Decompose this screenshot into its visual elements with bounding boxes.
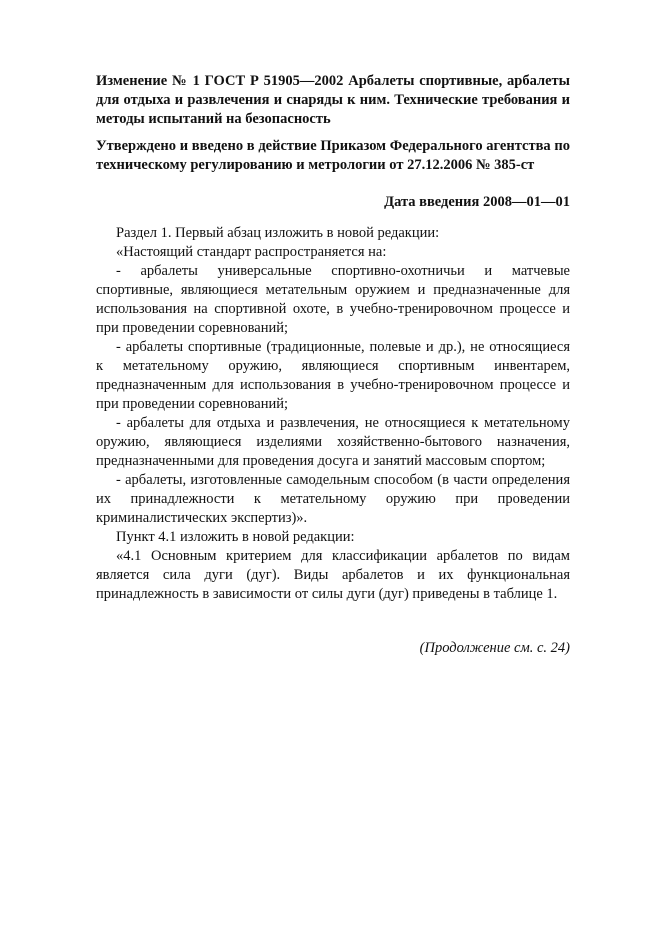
amendment-title: Изменение № 1 ГОСТ Р 51905—2002 Арбалеты спортивные, арбалеты для отдыха и развлечения и снаряды к ним. Технические требования и методы испытаний на безопасность — [96, 73, 570, 127]
paragraph: - арбалеты универсальные спортивно-охотничьи и матчевые спортивные, являющиеся метательным оружием и предназначенные для использования на спортивной охоте, в учебно-тренировочном процессе и при проведении соревнований; — [96, 263, 570, 336]
paragraph: Раздел 1. Первый абзац изложить в новой редакции: — [116, 225, 440, 241]
effective-date: Дата введения 2008—01—01 — [384, 194, 570, 210]
paragraph: «4.1 Основным критерием для классификации арбалетов по видам является сила дуги (дуг). Виды арбалетов и их функциональная принадлежность в зависимости от силы дуги (дуг) приведены в таблице 1. — [96, 548, 570, 602]
document-body — [96, 224, 570, 604]
paragraph: - арбалеты, изготовленные самодельным способом (в части определения их принадлежности к метательному оружию при проведении криминалистических экспертиз)». — [96, 472, 570, 526]
paragraph: - арбалеты для отдыха и развлечения, не относящиеся к метательному оружию, являющиеся изделиями хозяйственно-бытового назначения, предназначенными для проведения досуга и занятий массовым спортом; — [96, 415, 570, 469]
paragraph: «Настоящий стандарт распространяется на: — [116, 244, 387, 260]
document-page — [96, 72, 570, 657]
paragraph: - арбалеты спортивные (традиционные, полевые и др.), не относящиеся к метательному оружию, являющиеся спортивным инвентарем, предназначенным для использования в учебно-тренировочном процессе и при проведении соревнований; — [96, 339, 570, 412]
approval-note: Утверждено и введено в действие Приказом Федерального агентства по техническому регулированию и метрологии от 27.12.2006 № 385-ст — [96, 138, 570, 173]
paragraph: Пункт 4.1 изложить в новой редакции: — [116, 529, 355, 545]
continuation-note: (Продолжение см. с. 24) — [419, 640, 570, 656]
